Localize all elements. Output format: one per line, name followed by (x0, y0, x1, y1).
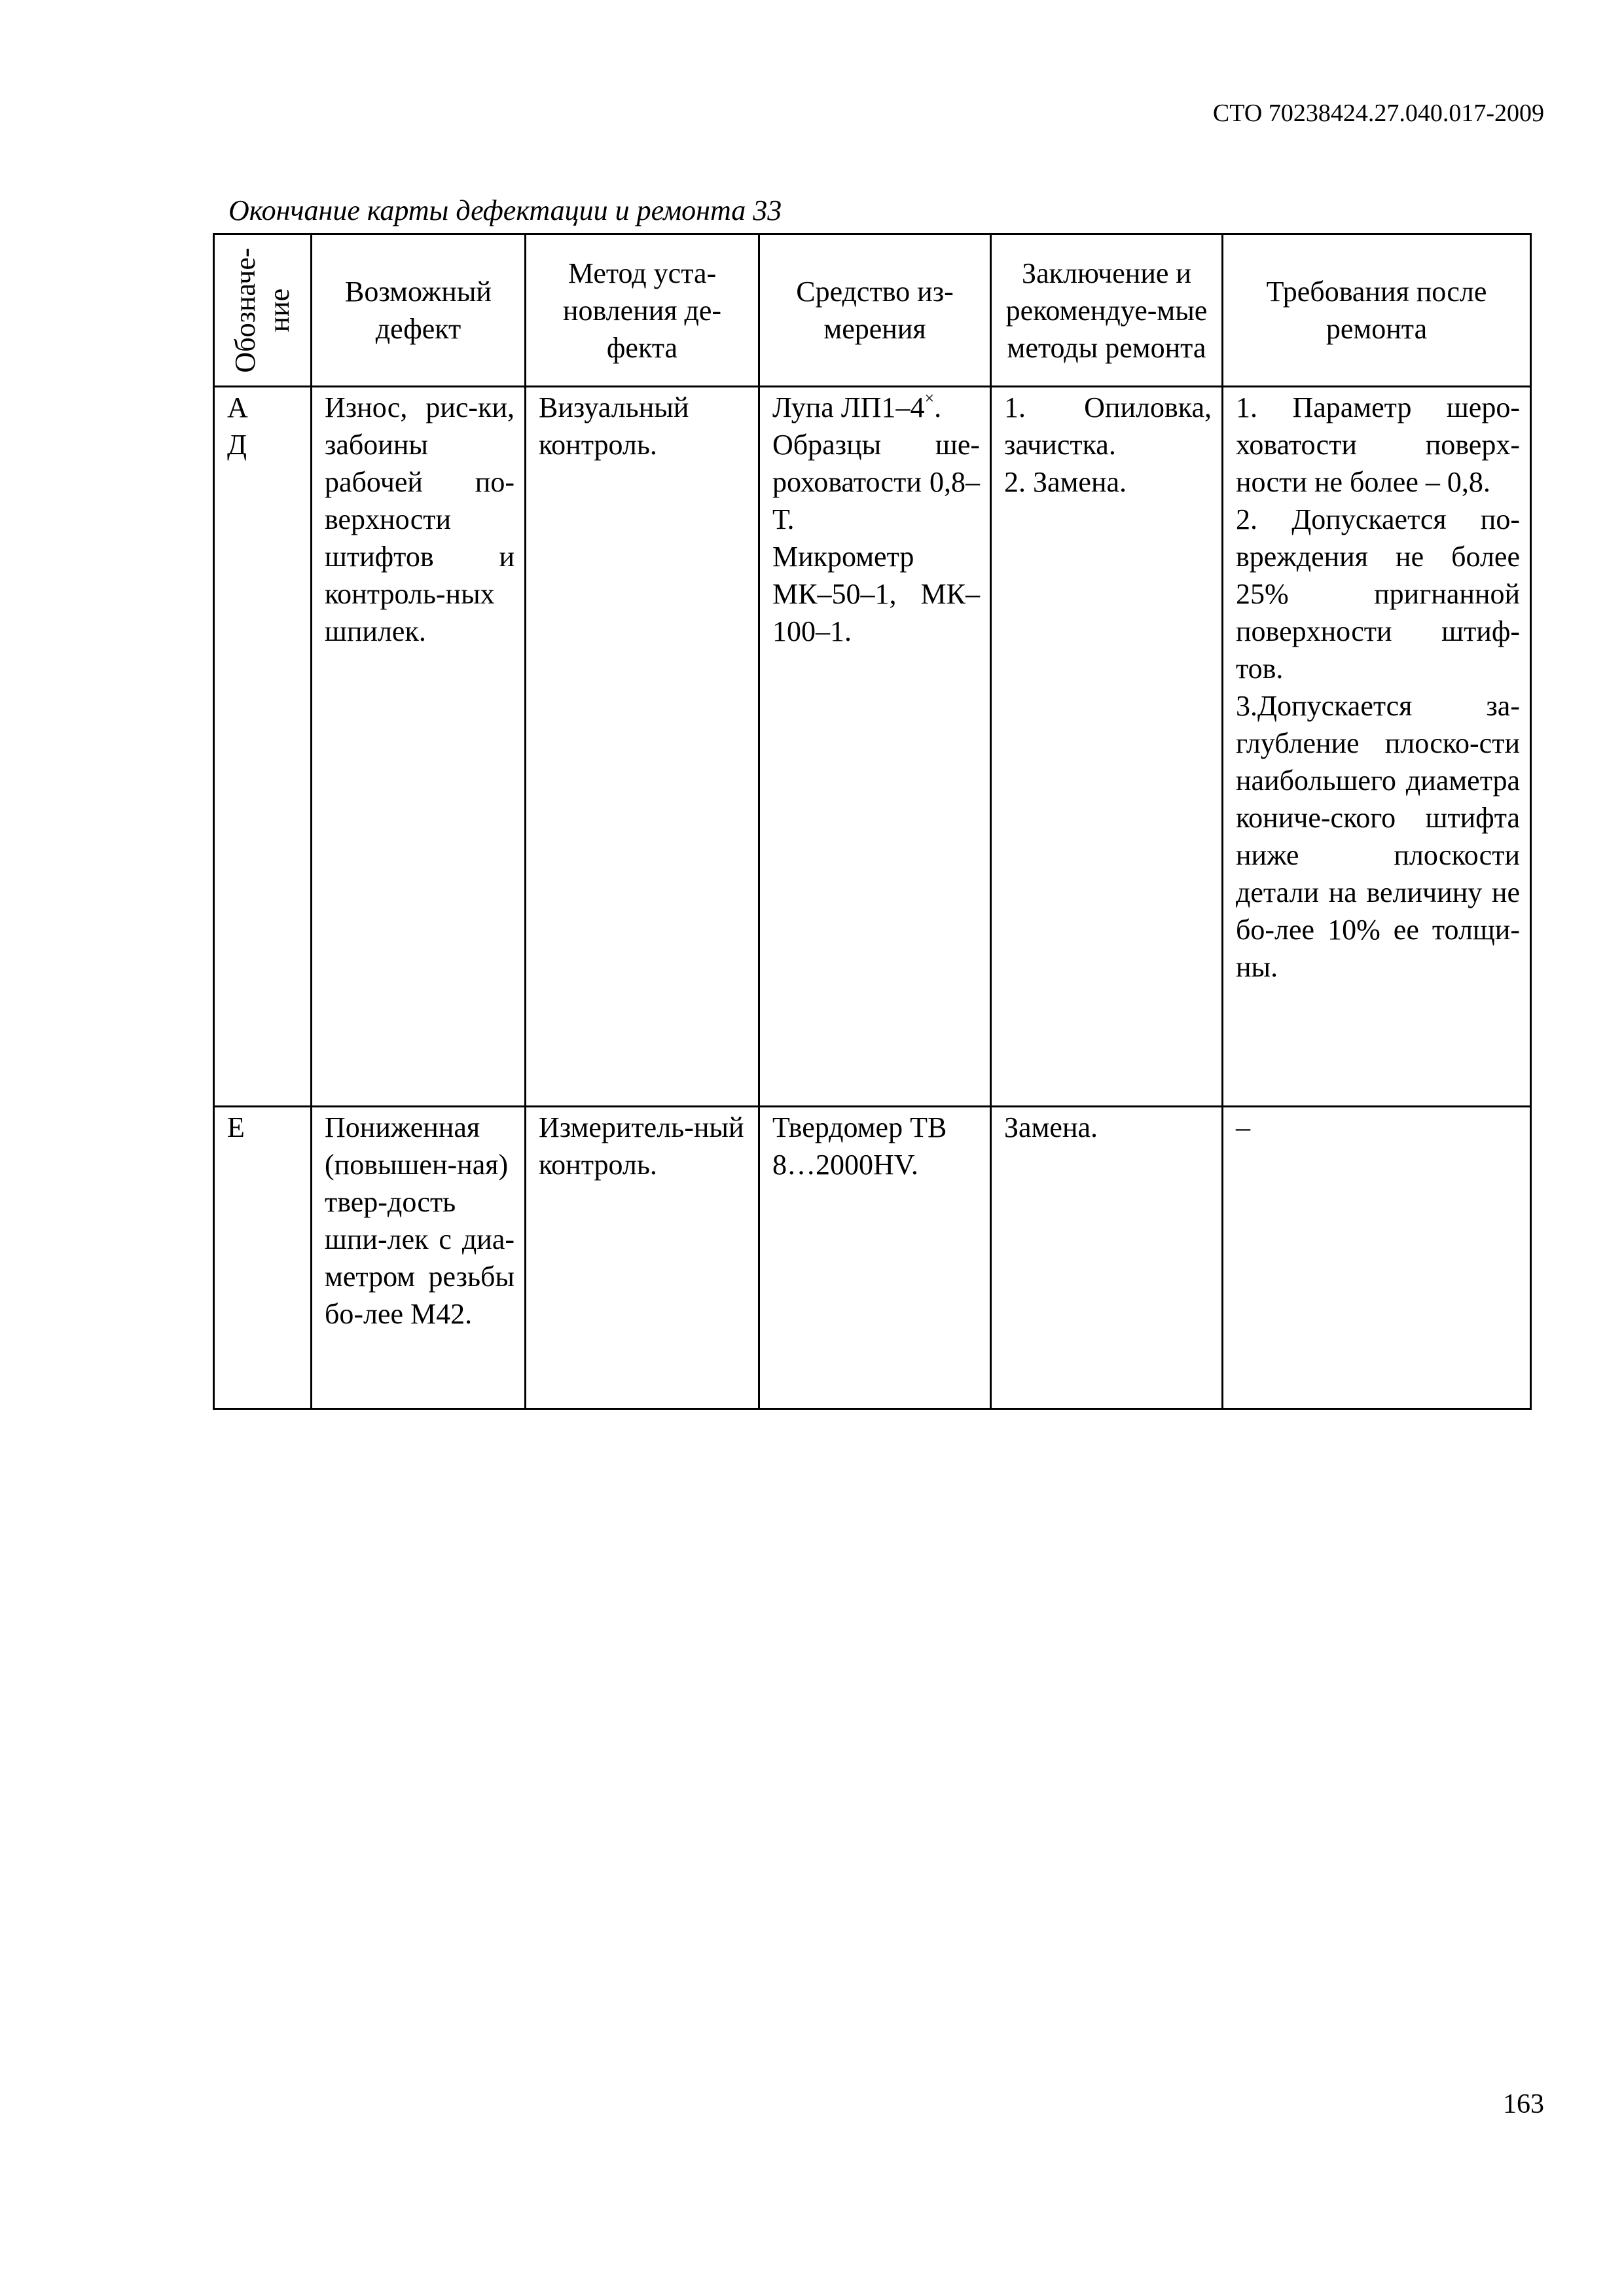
header-designation-line1: Обозначе- (229, 247, 261, 373)
cell-requirements (1223, 387, 1531, 1107)
header-conclusion: Заключение и рекомендуе-мые методы ремонта (991, 234, 1223, 387)
header-detection-method: Метод уста-новления де-фекта (526, 234, 759, 387)
requirement-item: 1. Параметр шеро-ховатости поверх-ности не более – 0,8. (1236, 391, 1520, 498)
document-code: СТО 70238424.27.040.017-2009 (1212, 99, 1544, 127)
magnification-mark: × (924, 389, 935, 408)
header-designation-line2: ние (263, 288, 295, 332)
cell-method: Измеритель-ный контроль. (526, 1107, 759, 1409)
magnifier-period: . (934, 391, 942, 423)
conclusion-item: 1. Опиловка, зачистка. (1004, 391, 1212, 461)
page-number: 163 (1503, 2089, 1544, 2119)
designation-code: Д (227, 429, 247, 461)
cell-conclusion (991, 387, 1223, 1107)
instrument-samples: Образцы ше-роховатости 0,8–Т. (772, 429, 980, 535)
header-designation (214, 234, 312, 387)
cell-instrument (759, 387, 991, 1107)
table-row (214, 387, 1531, 1107)
requirement-item: 2. Допускается по-вреждения не более 25% пригнанной поверхности штиф-тов. (1236, 503, 1520, 685)
cell-instrument: Твердомер ТВ 8…2000HV. (759, 1107, 991, 1409)
designation-code: А (227, 391, 248, 423)
header-measuring-instrument: Средство из-мерения (759, 234, 991, 387)
instrument-magnifier (772, 389, 980, 426)
cell-method: Визуальный контроль. (526, 387, 759, 1107)
defect-repair-table (213, 233, 1532, 1410)
requirement-item: 3.Допускается за-глубление плоско-сти наибольшего диаметра кониче-ского штифта ниже плоскости детали на величину не бо-лее 10% ее толщи-ны. (1236, 690, 1520, 983)
cell-defect: Износ, рис-ки, забоины рабочей по-верхности штифтов и контроль-ных шпилек. (312, 387, 526, 1107)
table-caption: Окончание карты дефектации и ремонта 33 (228, 194, 782, 226)
header-possible-defect: Возможный дефект (312, 234, 526, 387)
magnifier-name: Лупа ЛП1–4 (772, 391, 925, 423)
instrument-micrometer: Микрометр МК–50–1, МК–100–1. (772, 541, 980, 647)
table-header-row (214, 234, 1531, 387)
cell-designation (214, 1107, 312, 1409)
header-requirements: Требования после ремонта (1223, 234, 1531, 387)
cell-requirements: – (1223, 1107, 1531, 1409)
cell-designation (214, 387, 312, 1107)
cell-conclusion: Замена. (991, 1107, 1223, 1409)
conclusion-item: 2. Замена. (1004, 466, 1127, 498)
designation-code: Е (227, 1111, 245, 1143)
cell-defect: Пониженная (повышен-ная) твер-дость шпи-лек с диа-метром резьбы бо-лее М42. (312, 1107, 526, 1409)
table-row (214, 1107, 1531, 1409)
